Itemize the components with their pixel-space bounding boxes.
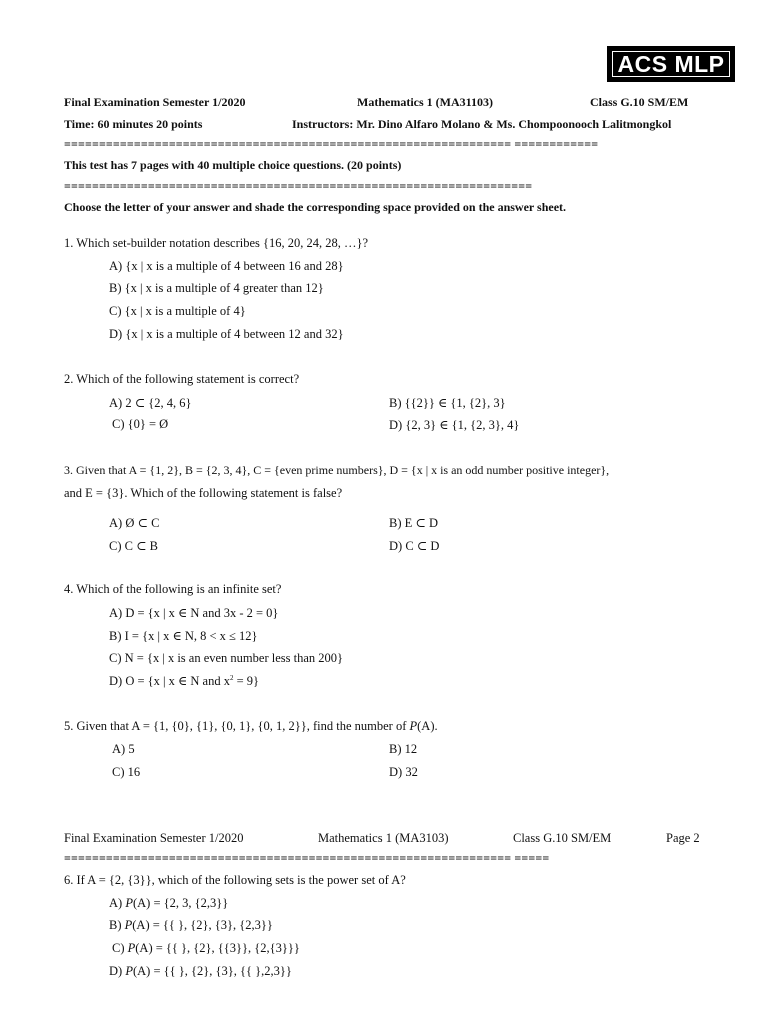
- power-set-symbol: P: [127, 941, 136, 955]
- q3-option-b: B) E ⊂ D: [389, 516, 439, 530]
- q6-option-d-text: (A) = {{ }, {2}, {3}, {{ },2,3}}: [132, 964, 292, 978]
- q2-option-b: B) {{2}} ∈ {1, {2}, 3}: [389, 396, 506, 410]
- divider-rule: ===================================================================: [64, 179, 533, 193]
- question-4-stem: 4. Which of the following is an infinite set?: [64, 582, 282, 596]
- q4-option-d-exponent: 2: [229, 673, 234, 682]
- acs-mlp-logo: [607, 46, 735, 82]
- q6-option-d: [109, 964, 292, 979]
- q1-option-c: C) {x | x is a multiple of 4}: [109, 304, 246, 318]
- q6-option-c: [112, 941, 300, 956]
- q4-option-d-tail: = 9}: [233, 674, 260, 688]
- page-number: Page 2: [666, 831, 700, 845]
- exam-title: Final Examination Semester 1/2020: [64, 95, 246, 109]
- q2-option-d: D) {2, 3} ∈ {1, {2, 3}, 4}: [389, 418, 520, 432]
- q3-option-d: D) C ⊂ D: [389, 539, 440, 553]
- power-set-symbol: P: [125, 964, 133, 978]
- class-title: Class G.10 SM/EM: [590, 95, 689, 109]
- q2-option-c: C) {0} = Ø: [112, 417, 169, 431]
- power-set-symbol: P: [124, 918, 133, 932]
- q5-option-d: D) 32: [389, 765, 418, 779]
- question-3-stem-line1: 3. Given that A = {1, 2}, B = {2, 3, 4}, C = {even prime numbers}, D = {x | x is an odd number positive integer},: [64, 463, 610, 477]
- q6-option-a-label: A): [109, 896, 126, 910]
- q5-stem-tail: (A).: [417, 719, 438, 733]
- time-points: Time: 60 minutes 20 points: [64, 117, 203, 131]
- q5-stem-text: 5. Given that A = {1, {0}, {1}, {0, 1}, {0, 1, 2}}, find the number of: [64, 719, 410, 733]
- q1-option-d: D) {x | x is a multiple of 4 between 12 and 32}: [109, 327, 344, 341]
- q5-option-b: B) 12: [389, 742, 418, 756]
- question-2-stem: 2. Which of the following statement is correct?: [64, 372, 300, 386]
- q3-option-a: A) Ø ⊂ C: [109, 516, 160, 530]
- q4-option-c: C) N = {x | x is an even number less than 200}: [109, 651, 344, 665]
- page2-class: Class G.10 SM/EM: [513, 831, 612, 845]
- q3-option-c: C) C ⊂ B: [109, 539, 159, 553]
- instructors: Instructors: Mr. Dino Alfaro Molano & Ms. Chompoonooch Lalitmongkol: [292, 117, 672, 131]
- q4-option-b: B) I = {x | x ∈ N, 8 < x ≤ 12}: [109, 629, 258, 643]
- q5-option-a: A) 5: [112, 742, 135, 756]
- question-5-stem: [64, 719, 438, 734]
- q5-option-c: C) 16: [112, 765, 141, 779]
- q4-option-d-text: D) O = {x | x ∈ N and x: [109, 674, 230, 688]
- q1-option-a: A) {x | x is a multiple of 4 between 16 and 28}: [109, 259, 344, 273]
- q4-option-d: [109, 673, 259, 689]
- q6-option-a-text: (A) = {2, 3, {2,3}}: [132, 896, 229, 910]
- page2-subject: Mathematics 1 (MA3103): [318, 831, 449, 845]
- q4-option-a: A) D = {x | x ∈ N and 3x - 2 = 0}: [109, 606, 279, 620]
- instruction-text: Choose the letter of your answer and shade the corresponding space provided on the answer sheet.: [64, 200, 567, 214]
- question-6-stem: 6. If A = {2, {3}}, which of the following sets is the power set of A?: [64, 873, 406, 887]
- q6-option-b: [109, 918, 273, 933]
- q1-option-b: B) {x | x is a multiple of 4 greater than 12}: [109, 281, 324, 295]
- q6-option-b-text: (A) = {{ }, {2}, {3}, {2,3}}: [132, 918, 273, 932]
- q6-option-d-label: D): [109, 964, 126, 978]
- power-set-symbol: P: [125, 896, 133, 910]
- question-3-stem-line2: and E = {3}. Which of the following statement is false?: [64, 486, 343, 500]
- question-1-stem: 1. Which set-builder notation describes {16, 20, 24, 28, …}?: [64, 236, 369, 250]
- q6-option-b-label: B): [109, 918, 125, 932]
- subject-title: Mathematics 1 (MA31103): [357, 95, 493, 109]
- logo-text: ACS MLP: [617, 50, 725, 77]
- q6-option-c-text: (A) = {{ }, {2}, {{3}}, {2,{3}}}: [135, 941, 300, 955]
- q5-power-set-symbol: P: [409, 719, 418, 733]
- page2-exam-title: Final Examination Semester 1/2020: [64, 831, 244, 845]
- q2-option-a: A) 2 ⊂ {2, 4, 6}: [109, 396, 192, 410]
- divider-rule: ================================================================ ============: [64, 137, 599, 151]
- q6-option-c-label: C): [112, 941, 128, 955]
- test-intro: This test has 7 pages with 40 multiple choice questions. (20 points): [64, 158, 402, 172]
- divider-rule: ================================================================ =====: [64, 851, 550, 865]
- q6-option-a: [109, 896, 228, 911]
